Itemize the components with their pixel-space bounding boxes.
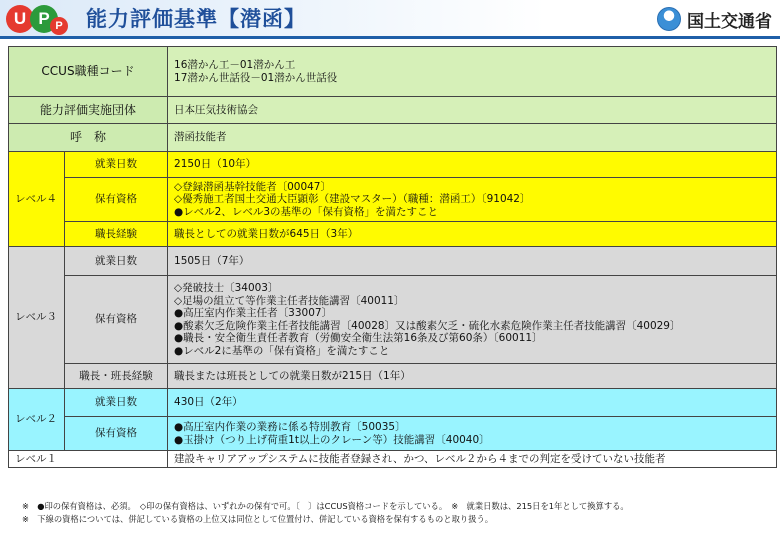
list-item: ●レベル2、レベル3の基準の「保有資格」を満たすこと (174, 205, 439, 218)
ministry-name: 国土交通省 (687, 11, 772, 32)
logo-letter-u: U (6, 5, 34, 33)
level4-days-value: 2150日（10年） (168, 152, 777, 178)
ccus-code-line: 16潜かん工－01潜かん工 (174, 59, 296, 71)
org-label: 能力評価実施団体 (9, 97, 168, 124)
table-row (9, 152, 777, 178)
ccus-code-label: CCUS職種コード (9, 47, 168, 97)
level4-qual-list (168, 178, 777, 222)
org-value: 日本圧気技術協会 (168, 97, 777, 124)
name-label: 呼 称 (9, 124, 168, 152)
level2-label: レベル２ (9, 389, 65, 451)
footnote: ※ 下線の資格については、併記している資格の上位又は同位として位置付け、併記している資格を保有するものと取り扱う。 (22, 514, 494, 524)
up-logo-icon (6, 3, 74, 35)
table-row (9, 124, 777, 152)
header-bar (0, 0, 780, 40)
level3-qual-label: 保有資格 (65, 276, 168, 364)
footnotes (22, 500, 629, 526)
level3-exp-value: 職長または班長としての就業日数が215日（1年） (168, 364, 777, 389)
level4-label: レベル４ (9, 152, 65, 247)
footnote: ※ ●印の保有資格は、必須。 ◇印の保有資格は、いずれかの保有で可。〔 〕はCCUS資格コードを示している。 ※ 就業日数は、215日を1年として換算する。 (22, 501, 629, 511)
level3-label: レベル３ (9, 247, 65, 389)
ministry-emblem-icon (657, 7, 681, 31)
list-item: ●レベル2に基準の「保有資格」を満たすこと (174, 344, 390, 357)
table-row (9, 451, 777, 468)
level2-days-value: 430日（2年） (168, 389, 777, 417)
table-row (9, 247, 777, 276)
page-title: 能力評価基準【潜函】 (86, 7, 306, 31)
ministry-logo (657, 6, 772, 32)
list-item: ●職長・安全衛生責任者教育（労働安全衛生法第16条及び第60条）〔60011〕 (174, 332, 543, 344)
level2-qual-list (168, 417, 777, 451)
ccus-code-value (168, 47, 777, 97)
table-row (9, 97, 777, 124)
table-row (9, 222, 777, 247)
level2-days-label: 就業日数 (65, 389, 168, 417)
table-row (9, 389, 777, 417)
table-row (9, 364, 777, 389)
logo-letter-p: P (30, 5, 58, 33)
table-row (9, 47, 777, 97)
table-row (9, 178, 777, 222)
list-item: ●高圧室内作業主任者〔33007〕 (174, 307, 333, 319)
name-value: 潜函技能者 (168, 124, 777, 152)
level3-days-label: 就業日数 (65, 247, 168, 276)
logo-letter-p-small: P (50, 17, 68, 35)
list-item: ●高圧室内作業の業務に係る特別教育〔50035〕 (174, 421, 406, 433)
header-divider (0, 36, 780, 39)
list-item: ◇足場の組立て等作業主任者技能講習〔40011〕 (174, 294, 405, 307)
level1-label: レベル１ (9, 451, 168, 468)
level4-qual-label: 保有資格 (65, 178, 168, 222)
ccus-code-line: 17潜かん世話役－01潜かん世話役 (174, 71, 338, 84)
criteria-table (8, 46, 777, 468)
list-item: ◇優秀施工者国土交通大臣顕彰（建設マスター）（職種：潜函工）〔91042〕 (174, 193, 531, 206)
list-item: ◇発破技士〔34003〕 (174, 282, 279, 294)
level3-days-value: 1505日（7年） (168, 247, 777, 276)
level4-exp-value: 職長としての就業日数が645日（3年） (168, 222, 777, 247)
level1-value: 建設キャリアアップシステムに技能者登録され、かつ、レベル２から４までの判定を受けていない技能者 (168, 451, 777, 468)
list-item: ◇登録潜函基幹技能者〔00047〕 (174, 180, 331, 193)
list-item: ●酸素欠乏危険作業主任者技能講習〔40028〕又は酸素欠乏・硫化水素危険作業主任者技能講習〔40029〕 (174, 319, 681, 332)
level3-qual-list (168, 276, 777, 364)
level2-qual-label: 保有資格 (65, 417, 168, 451)
list-item: ●玉掛け（つり上げ荷重1t以上のクレーン等）技能講習〔40040〕 (174, 433, 490, 446)
level4-days-label: 就業日数 (65, 152, 168, 178)
table-row (9, 417, 777, 451)
level4-exp-label: 職長経験 (65, 222, 168, 247)
table-row (9, 276, 777, 364)
level3-exp-label: 職長・班長経験 (65, 364, 168, 389)
